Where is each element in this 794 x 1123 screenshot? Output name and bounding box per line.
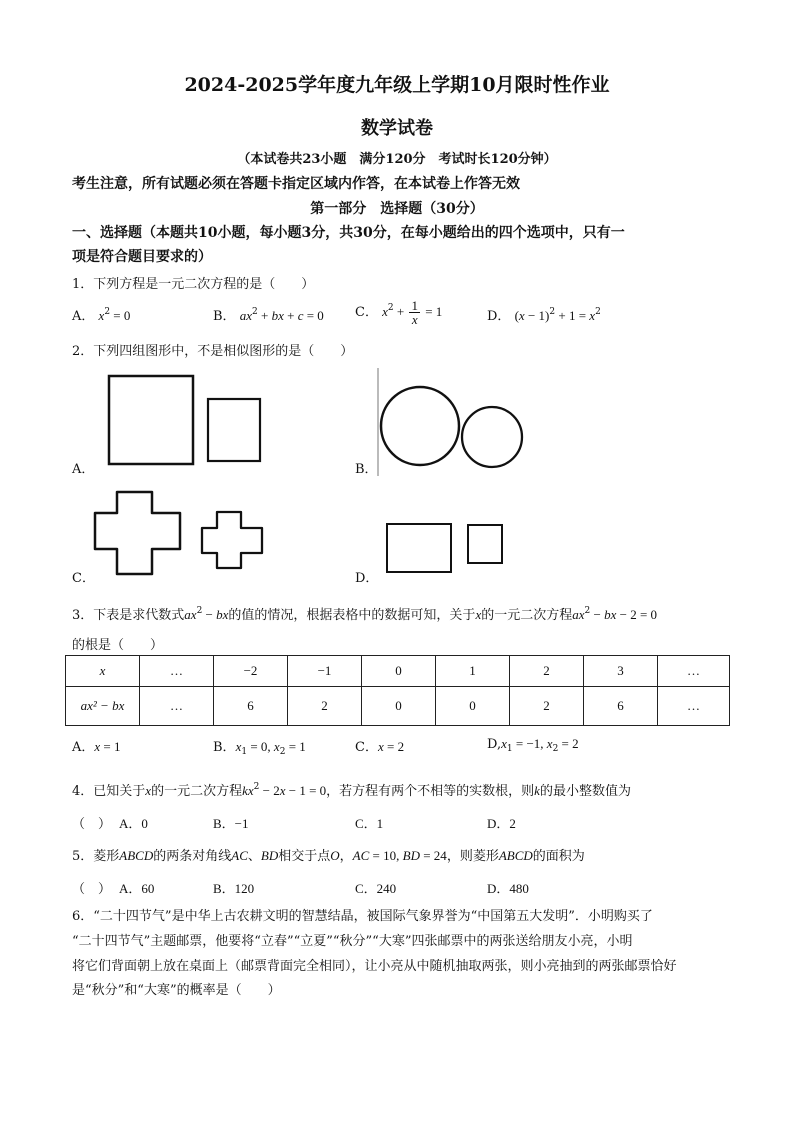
- large-circle-shape: [381, 387, 459, 465]
- small-square-shape: [208, 399, 260, 461]
- q3-option-c: C．x = 2: [355, 739, 405, 755]
- table-cell: x: [66, 656, 140, 687]
- section-intro-line1: 一、选择题（本题共10小题，每小题3分，共30分，在每小题给出的四个选项中，只有一: [72, 225, 625, 241]
- small-circle-shape: [462, 407, 522, 467]
- table-cell: …: [658, 687, 730, 726]
- q6-line1: 6．“二十四节气”是中华上古农耕文明的智慧结晶，被国际气象界誉为“中国第五大发明”．小明购买了: [72, 909, 653, 924]
- rectangle-shape: [387, 524, 451, 572]
- table-cell: 0: [362, 687, 436, 726]
- part-heading: 第一部分 选择题（30分）: [310, 201, 484, 217]
- table-cell: 0: [362, 656, 436, 687]
- q3-option-c-label: C．: [355, 740, 378, 755]
- q3-option-a-label: A．: [72, 740, 95, 755]
- table-row: [66, 687, 730, 726]
- q5-option-b: B．120: [213, 881, 255, 896]
- table-cell: 2: [510, 687, 584, 726]
- table-cell: 6: [214, 687, 288, 726]
- q2-figure-a-small: [205, 396, 265, 466]
- q1-option-d: D． $(x - 1)^2 + 1 = x^2$: [487, 307, 601, 324]
- small-rectangle-shape: [468, 525, 502, 563]
- q4-option-b: B．−1: [213, 816, 249, 831]
- q1-option-a-label: A．: [72, 309, 95, 324]
- table-cell: 3: [584, 656, 658, 687]
- q3-stem-line2: 的根是（ ）: [72, 638, 164, 653]
- table-cell: −1: [288, 656, 362, 687]
- q3-stem-line1: 3．下表是求代数式$ax^2$ − bx的值的情况，根据表格中的数据可知，关于x的一元二次方程$ax^2$ − bx − 2 = 0: [72, 606, 658, 623]
- table-cell: …: [658, 656, 730, 687]
- table-cell: 0: [436, 687, 510, 726]
- q5-option-a: A．60: [119, 881, 155, 896]
- large-cross-shape: [95, 492, 180, 574]
- q6-line2: “二十四节气”主题邮票，他要将“立春”“立夏”“秋分”“大寒”四张邮票中的两张送给朋友小亮，小明: [72, 934, 633, 949]
- q3-option-b-label: B．: [213, 740, 236, 755]
- q4-stem: 4．已知关于x的一元二次方程$kx^2 - 2x - 1 = 0$，若方程有两个不相等的实数根，则k的最小整数值为: [72, 782, 631, 799]
- q2-figure-a: [100, 372, 210, 468]
- q2-figure-c: [92, 486, 272, 582]
- table-cell: 6: [584, 687, 658, 726]
- small-cross-shape: [202, 512, 262, 568]
- q1-option-c: C． $x^2$ + $\frac{1}{x}$ = 1: [355, 298, 443, 327]
- q3-option-d: $D,x_1 = -1$, $x_2 = 2$: [487, 736, 579, 754]
- q2-label-c: C．: [72, 571, 95, 586]
- exam-info: （本试卷共23小题 满分120分 考试时长120分钟）: [237, 152, 557, 167]
- q1-stem: 1．下列方程是一元二次方程的是（ ）: [72, 277, 315, 292]
- q6-line3: 将它们背面朝上放在桌面上（邮票背面完全相同），让小亮从中随机抽取两张，则小亮抽到的两张邮票恰好: [72, 959, 677, 974]
- q5-paren: （ ）: [72, 882, 112, 897]
- q2-label-d: D．: [355, 571, 379, 586]
- q1-option-d-label: D．: [487, 309, 511, 324]
- q2-label-a: A．: [72, 462, 95, 477]
- exam-notice: 考生注意，所有试题必须在答题卡指定区域内作答，在本试卷上作答无效: [72, 176, 520, 192]
- table-cell: ax² − bx: [66, 687, 140, 726]
- q1-option-b: B． $ax^2$ + bx + c = 0: [213, 307, 324, 324]
- q2-figure-b: [372, 368, 532, 476]
- q4-paren: （ ）: [72, 817, 112, 832]
- table-cell: 2: [288, 687, 362, 726]
- exam-title: 2024-2025学年度九年级上学期10月限时性作业: [184, 74, 610, 96]
- q2-stem: 2．下列四组图形中，不是相似图形的是（ ）: [72, 344, 354, 359]
- table-row: [66, 656, 730, 687]
- table-cell: …: [140, 687, 214, 726]
- large-square-shape: [109, 376, 193, 464]
- section-intro-line2: 项是符合题目要求的）: [72, 249, 212, 265]
- q5-stem: 5．菱形ABCD的两条对角线AC、BD相交于点O，AC = 10, BD = 24，则菱形ABCD的面积为: [72, 848, 585, 864]
- q4-option-c: C．1: [355, 816, 384, 831]
- q3-option-d-label: D,: [487, 737, 502, 752]
- q5-option-d: D．480: [487, 881, 529, 896]
- table-cell: 1: [436, 656, 510, 687]
- q4-option-a: A．0: [119, 816, 148, 831]
- q2-label-b: B．: [355, 462, 378, 477]
- q1-option-a: A． $x^2 = 0$: [72, 307, 131, 324]
- q1-option-c-label: C．: [355, 305, 378, 320]
- table-cell: 2: [510, 656, 584, 687]
- q3-value-table: [65, 655, 730, 726]
- table-cell: …: [140, 656, 214, 687]
- q5-option-c: C．240: [355, 881, 397, 896]
- table-cell: −2: [214, 656, 288, 687]
- q3-option-b: B．$x_1 = 0$, $x_2 = 1$: [213, 739, 306, 757]
- q4-option-d: D．2: [487, 816, 516, 831]
- q3-option-a: A．x = 1: [72, 739, 121, 755]
- q6-line4: 是“秋分”和“大寒”的概率是（ ）: [72, 983, 281, 998]
- exam-subtitle: 数学试卷: [361, 118, 433, 139]
- q1-option-b-label: B．: [213, 309, 236, 324]
- q2-figure-d: [382, 518, 512, 578]
